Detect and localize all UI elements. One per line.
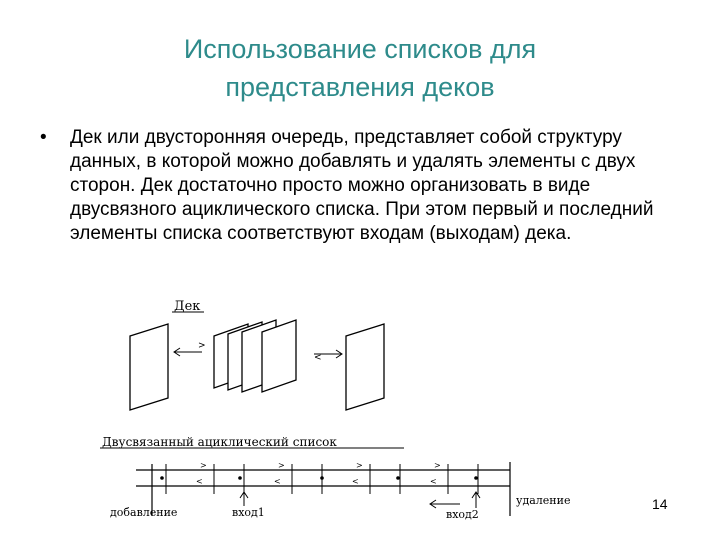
bullet-text: Дек или двусторонняя очередь, представляет собой структуру данных, в которой можно добавлять и удалять элементы с двух сторон. Дек достаточно просто можно организовать в виде двусвязного ациклического списка. При этом первый и последний элементы списка соответствуют входам (выходам) дека.: [70, 127, 654, 244]
svg-text:<: <: [430, 477, 437, 486]
label-add: добавление: [110, 506, 178, 519]
page-number: 14: [652, 496, 668, 512]
label-input2: вход2: [446, 508, 479, 521]
svg-text:>: >: [198, 341, 206, 351]
list-title: Двусвязанный ациклический список: [102, 435, 337, 449]
bullet-dot-icon: •: [40, 127, 47, 148]
svg-text:<: <: [196, 477, 203, 486]
svg-text:>: >: [278, 461, 285, 470]
svg-text:<: <: [314, 353, 322, 363]
svg-text:>: >: [356, 461, 363, 470]
deque-middle-pages: [214, 320, 296, 392]
svg-text:<: <: [274, 477, 281, 486]
svg-text:<: <: [352, 477, 359, 486]
title-line-1: Использование списков для: [183, 34, 537, 64]
svg-text:>: >: [434, 461, 441, 470]
label-remove: удаление: [516, 494, 571, 507]
deque-first-page: [130, 324, 168, 410]
label-input1: вход1: [232, 506, 265, 519]
deque-last-page: [346, 324, 384, 410]
svg-text:>: >: [200, 461, 207, 470]
deque-label: Дек: [174, 299, 201, 314]
title-line-2: представления деков: [225, 72, 495, 102]
